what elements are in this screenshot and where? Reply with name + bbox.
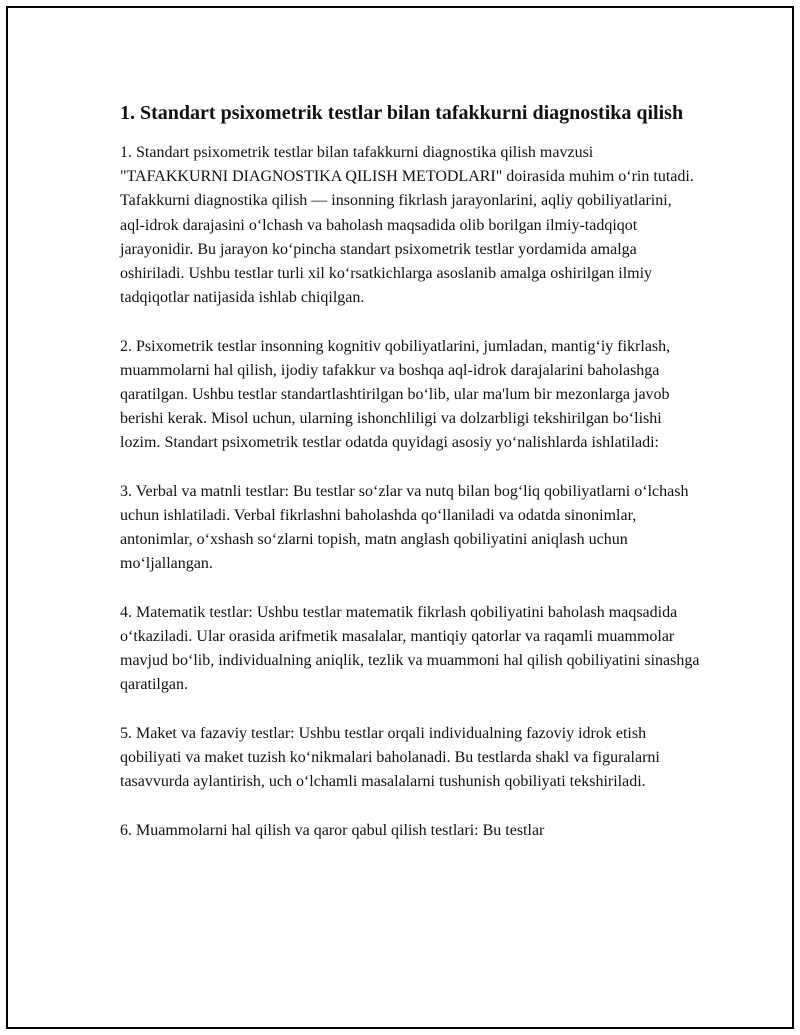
document-body bbox=[120, 100, 700, 843]
paragraph: 1. Standart psixometrik testlar bilan tafakkurni diagnostika qilish mavzusi "TAFAKKURNI DIAGNOSTIKA QILISH METODLARI" doirasida muhim o‘rin tutadi. Tafakkurni diagnostika qilish — insonning fikrlash jarayonlarini, aqliy qobiliyatlarini, aql-idrok darajasini o‘lchash va baholash maqsadida olib borilgan ilmiy-tadqiqot jarayonidir. Bu jarayon ko‘pincha standart psixometrik testlar yordamida amalga oshiriladi. Ushbu testlar turli xil ko‘rsatkichlarga asoslanib amalga oshirilgan ilmiy tadqiqotlar natijasida ishlab chiqilgan. bbox=[120, 144, 694, 307]
paragraph: 6. Muammolarni hal qilish va qaror qabul qilish testlari: Bu testlar bbox=[120, 821, 545, 839]
page-frame bbox=[6, 6, 794, 1029]
paragraph: 5. Maket va fazaviy testlar: Ushbu testlar orqali individualning fazoviy idrok etish qobiliyati va maket tuzish ko‘nikmalari baholanadi. Bu testlarda shakl va figuralarni tasavvurda aylantirish, uch o‘lchamli masalalarni tushunish qobiliyati tekshiriladi. bbox=[120, 724, 660, 791]
document-title: 1. Standart psixometrik testlar bilan tafakkurni diagnostika qilish bbox=[120, 102, 684, 124]
paragraph: 4. Matematik testlar: Ushbu testlar matematik fikrlash qobiliyatini baholash maqsadida o‘tkaziladi. Ular orasida arifmetik masalalar, mantiqiy qatorlar va raqamli muammolar mavjud bo‘lib, individualning aniqlik, tezlik va muammoni hal qilish qobiliyatini sinashga qaratilgan. bbox=[120, 603, 700, 694]
paragraph: 2. Psixometrik testlar insonning kognitiv qobiliyatlarini, jumladan, mantig‘iy fikrlash, muammolarni hal qilish, ijodiy tafakkur va boshqa aql-idrok darajalarini baholashga qaratilgan. Ushbu testlar standartlashtirilgan bo‘lib, ular ma'lum bir mezonlarga javob berishi kerak. Misol uchun, ularning ishonchliligi va dolzarbligi tekshirilgan bo‘lishi lozim. Standart psixometrik testlar odatda quyidagi asosiy yo‘nalishlarda ishlatiladi: bbox=[120, 337, 671, 452]
paragraph: 3. Verbal va matnli testlar: Bu testlar so‘zlar va nutq bilan bog‘liq qobiliyatlarni o‘lchash uchun ishlatiladi. Verbal fikrlashni baholashda qo‘llaniladi va odatda sinonimlar, antonimlar, o‘xshash so‘zlarni topish, matn anglash qobiliyatini aniqlash uchun mo‘ljallangan. bbox=[120, 482, 689, 573]
